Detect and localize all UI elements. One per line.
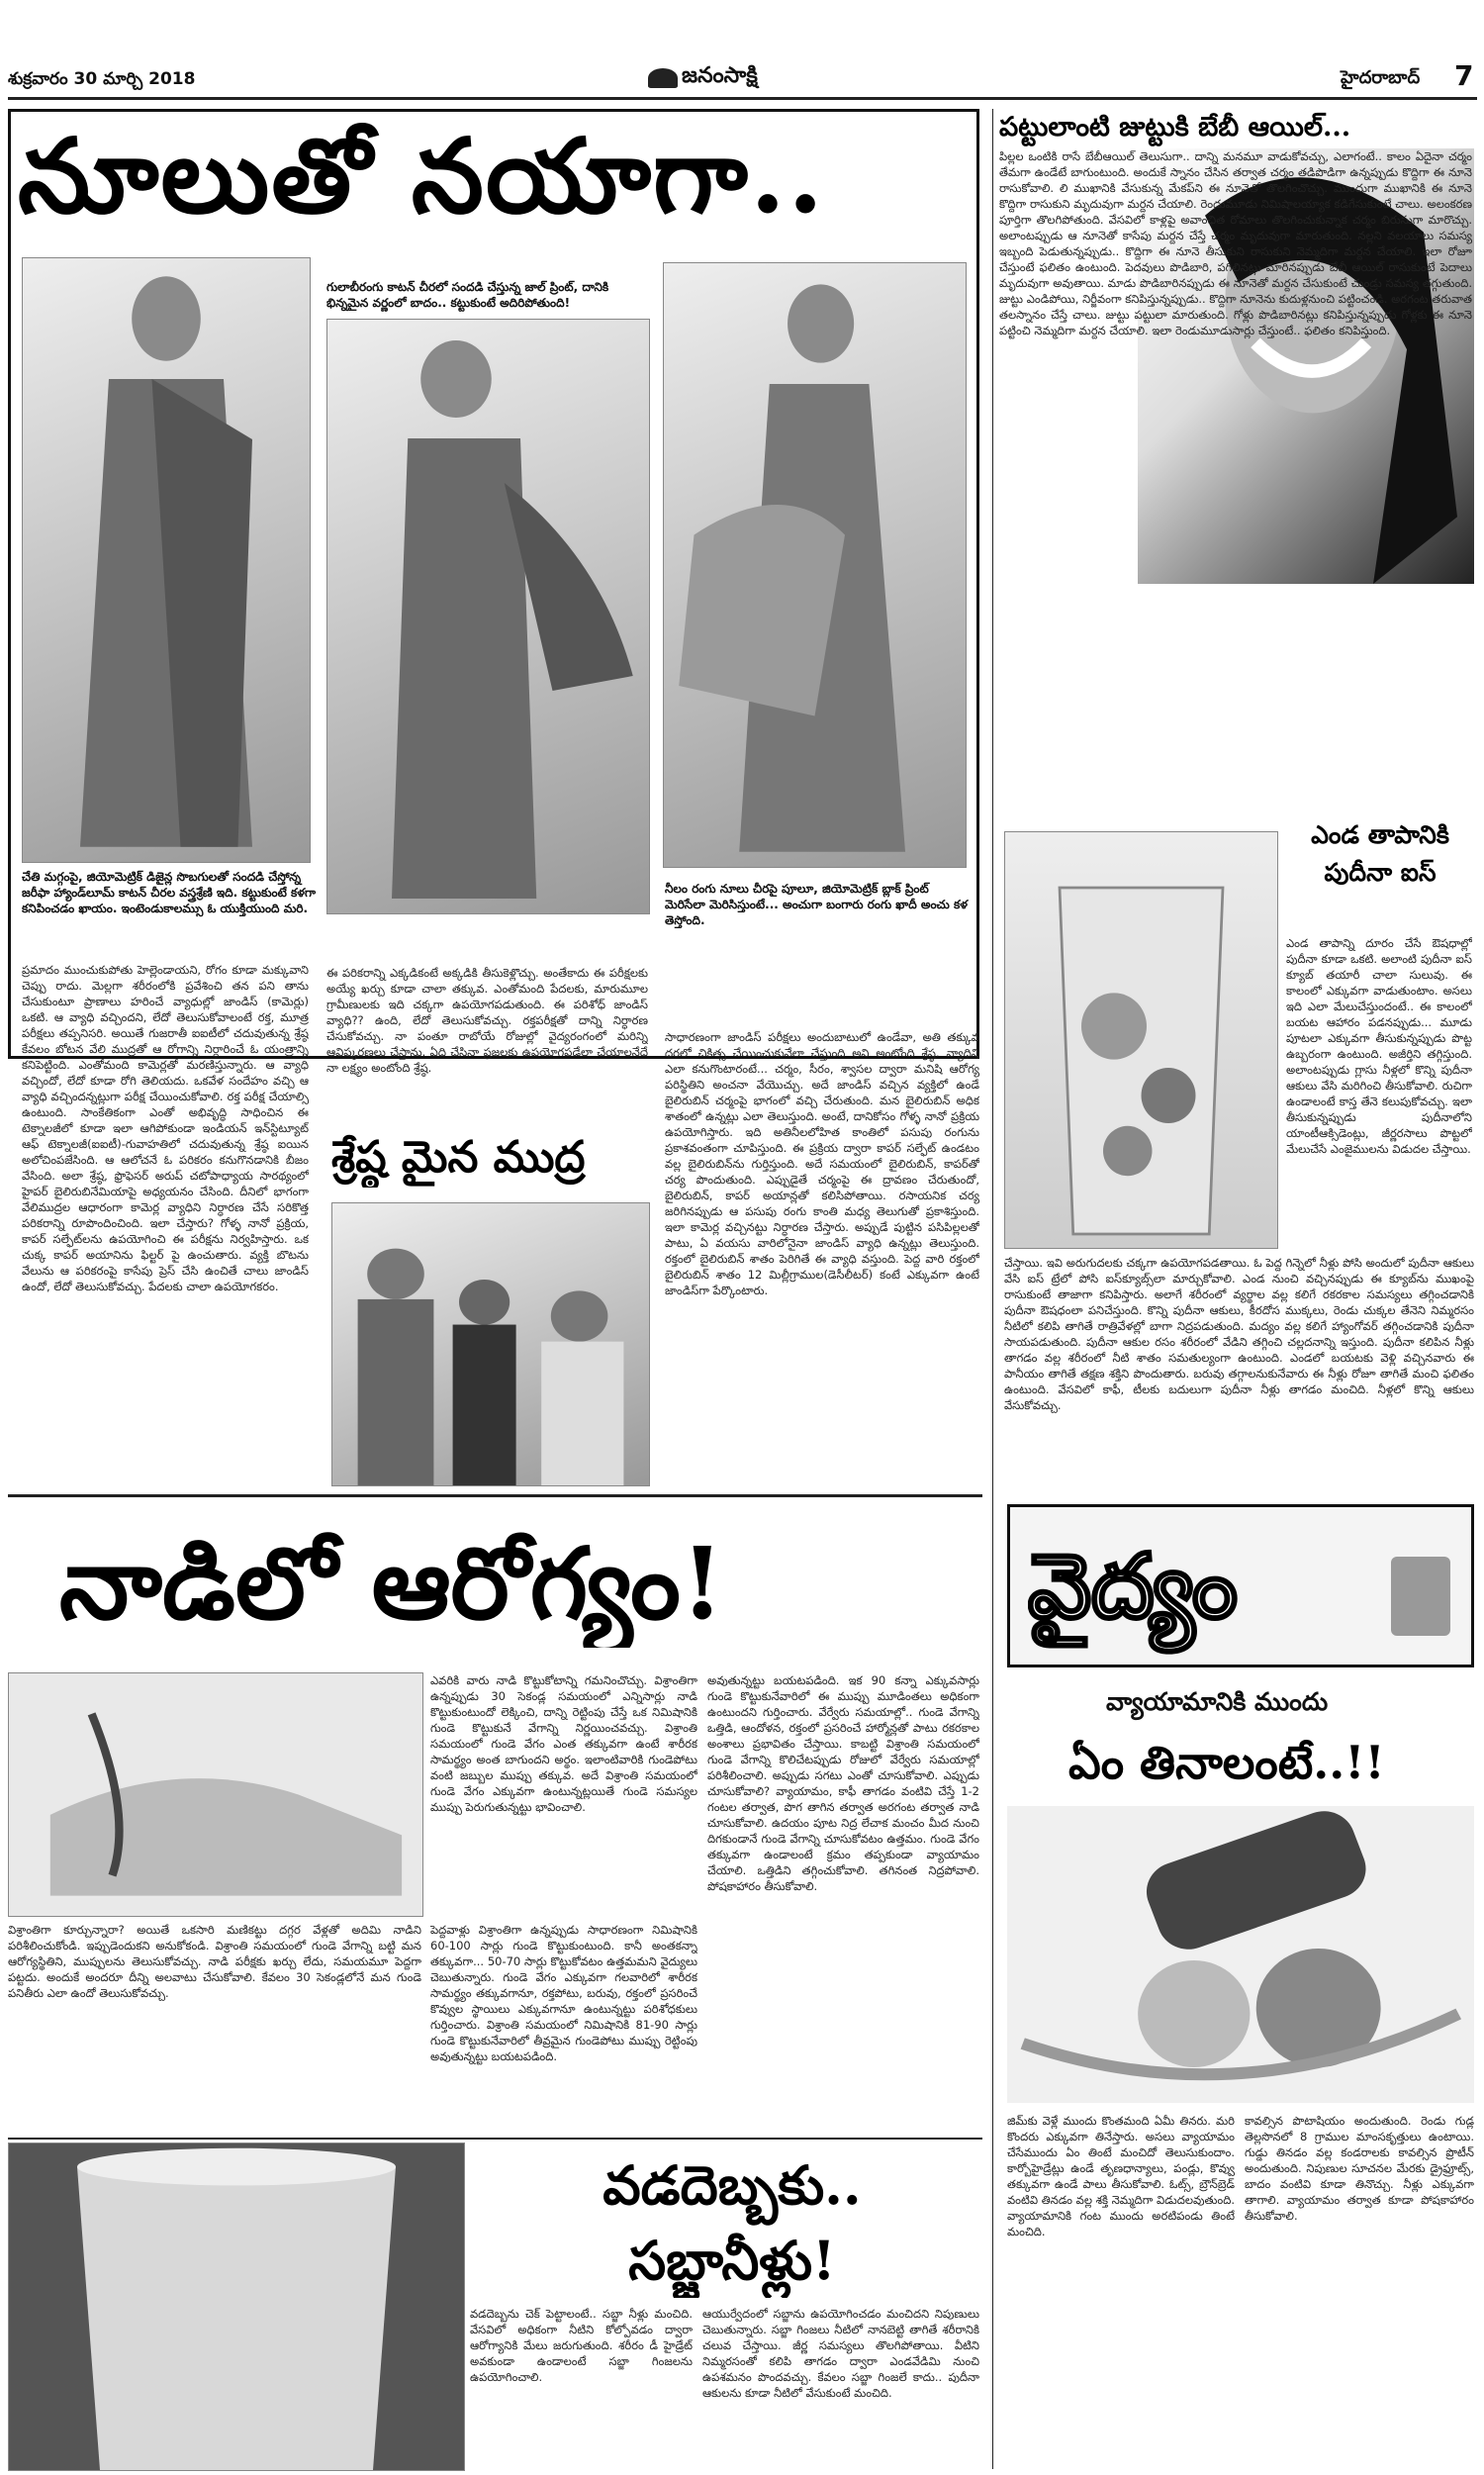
sabja-drink-photo — [8, 2142, 465, 2471]
shreshta-family-photo — [331, 1202, 650, 1486]
vaidyam-body-col2: కావల్సిన పొటాషియం అందుతుంది. రెండు గుడ్ల తెల్లసొనలో 8 గ్రాముల మాంసకృత్తులు ఉంటాయి. గుడ్డు తినడం వల్ల కండరాలకు కావల్సిన ప్రొటీన్ అందుతుంది. నిపుణుల సూచనల మేరకు డ్రైఫ్రూట్స్, బాదం వంటివి కూడా తినొచ్చు. నీళ్లు ఎక్కువగా తాగాలి. వ్యాయామం తర్వాత కూడా పోషకాహారం తీసుకోవాలి. — [1245, 2114, 1474, 2223]
nadi-body-col3: అవుతున్నట్టు బయటపడింది. ఇక 90 కన్నా ఎక్కువసార్లు గుండె కొట్టుకునేవారిలో ఈ ముప్పు మూడింతలు అధికంగా ఉంటుందని గుర్తించారు. వేర్వేరు సమయాల్లో.. గుండె వేగాన్ని ఒత్తిడి, ఆందోళన, రక్తంలో ప్రసరించే హార్మోన్లతో పాటు రకరకాల అంశాలు ప్రభావితం చేస్తాయి. కాబట్టి విశ్రాంతి సమయంలో గుండె వేగాన్ని కొలిచేటప్పుడు రోజులో వేర్వేరు సమయాల్లో పరిశీలించాలి. అప్పుడు సగటు ఎంతో చూసుకోవాలి. ఎప్పుడు చూసుకోవాలి? వ్యాయామం, కాఫీ తాగడం వంటివి చేస్తే 1-2 గంటల తర్వాత, పొగ తాగిన తర్వాత అరగంట తర్వాత నాడి చూసుకోవాలి. ఉదయం పూట నిద్ర లేచాక మంచం మీద నుంచి దిగకుండానే గుండె వేగాన్ని చూసుకోవటం ఉత్తమం. గుండె వేగం తక్కువగా ఉండాలంటే క్రమం తప్పకుండా వ్యాయామం చేయాలి. ఒత్తిడిని తగ్గించుకోవాలి. తగినంత నిద్రపోవాలి. పోషకాహారం తీసుకోవాలి. — [707, 1673, 979, 1893]
saree-body-col1-text: ప్రమాదం ముంచుకుపోతు హెల్లెండాయని, రోగం కూడా మక్కువాని చెప్పు రాదు. మెల్లగా శరీరంలోకి ప్రవేశించి తన పని తాను చేసుకుంటూ ప్రాణాలు హరించే వ్యాధుల్లో జాండిస్ (కామెర్లు) ఒకటి. ఆ వ్యాధి వచ్చిందని, లేదో తెలుసుకోవాలంటే రక్త, మూత్ర పరీక్షలు తప్పనిసరి. అయితే గుజరాతీ ఐఐటీలో చదువుతున్న శ్రేష్ఠ కేవలం బోటన వేలి ముద్రతో ఆ రోగాన్ని నిర్ధారించే ఓ యంత్రాన్ని కనిపెట్టింది. ఎంతోమంది కామెర్లతో మరణిస్తున్నారు. ఆ వ్యాధి వచ్చిందో, లేదో కూడా రోగి తెలియదు. ఒకవేళ సందేహం వచ్చి ఆ వ్యాధి వచ్చిందన్నట్లుగా పరీక్ష చేయించుకోవాలి. రక్త పరీక్ష చేయాల్సి ఉంటుంది. సాంకేతికంగా ఎంతో అభివృద్ధి సాధించిన ఈ టెక్నాలజీలో కూడా ఇలా ఆగిపోకుండా ఇండియన్ ఇన్‌స్టిట్యూట్ ఆఫ్ టెక్నాలజీ(ఐఐటీ)-గువాహతిలో చదువుతున్న శ్రేష్ఠ ఐయిన అలోచింపజేసింది. ఆ ఆలోచనే ఓ పరికరం కనుగొనడానికి బీజం వేసింది. అలా శ్రేష్ఠ, ఫ్రొఫెసర్ అరుప్ చటోపాధ్యాయ సారథ్యంలో హైపర్ బైలిరుబినేమియాపై అధ్యయనం చేసింది. దీనిలో భాగంగా వేలిముద్రల ఆధారంగా కామెర్ల వ్యాధిని నిర్ధారణ చేసే సరికొత్త పరికరాన్ని రూపొందించింది. — [22, 963, 309, 1230]
saree-model-photo-2 — [326, 319, 650, 914]
masthead-city: హైదరాబాద్ — [1341, 67, 1421, 88]
nadi-pulse-photo — [8, 1672, 423, 1917]
babyoil-body-mask — [1138, 148, 1474, 584]
vaidyam-kicker: వ్యాయామానికి ముందు — [1106, 1687, 1329, 1716]
vaidyam-headline: ఏం తినాలంటే..!! — [1068, 1736, 1385, 1789]
page-number: 7 — [1454, 59, 1474, 92]
vaidyam-dumbbell-photo — [1007, 1806, 1474, 2103]
mint-body-col1: ఎండ తాపాన్ని దూరం చేసే ఔషధాల్లో పుదీనా కూడా ఒకటి. అలాంటి పుదీనా ఐస్ క్యూబ్ తయారీ చాలా సులువు. ఈ కాలంలో ఎక్కువగా వాడుతుంటాం. అసలు ఇది ఎలా మేలుచేస్తుందంటే.. ఈ కాలంలో బయట ఆహారం పడనప్పుడు... మూడు పూటలా ఎక్కువగా తీసుకున్నప్పుడు పొట్ట ఉబ్బరంగా ఉంటుంది. అజీర్తిని తగ్గిస్తుంది. అలాంటప్పుడు గ్లాసు నీళ్లలో కొన్ని పుదీనా ఆకులు వేసి మరిగించి తీసుకోవాలి. రుచిగా ఉండాలంటే కాస్త తేనె కలుపుకోవచ్చు. ఇలా తీసుకున్నప్పుడు పుదీనాలోని యాంటీఆక్సిడెంట్లు, జీర్ణరసాలు పొట్టలో మేలుచేసే ఎంజైములను విడుదల చేస్తాయి. — [1286, 936, 1472, 1156]
saree-caption-right: నీలం రంగు నూలు చీరపై పూలూ, జియోమెట్రిక్ బ్లాక్ ప్రింట్ మెరిసేలా మెరిసిస్తుంటే... అంచుగా బంగారు రంగు ఖాదీ అంచు కళ తెస్తోంది. — [665, 882, 968, 927]
column-rule-right — [992, 109, 993, 2469]
saree-model-photo-3 — [663, 262, 967, 868]
nadi-headline: నాడిలో ఆరోగ్యం! — [59, 1525, 724, 1642]
masthead-logo — [648, 63, 758, 93]
saree-model-photo-1 — [22, 257, 311, 863]
shreshta-headline: శ్రేష్ఠ మైన ముద్ర — [331, 1132, 586, 1183]
saree-caption-top: గులాబీరంగు కాటన్ చీరలో సందడి చేస్తున్న జాల్ ప్రింట్, దానికి భిన్నమైన వర్ణంలో బాదం.. కట్టుకుంటే అదిరిపోతుంది! — [326, 280, 609, 310]
masthead-rule — [8, 97, 1477, 100]
saree-caption-left: చేతి మగ్గంపై, జియోమెట్రిక్ డిజైన్ల సొబగులతో సందడి చేస్తోన్న జరీఫా హ్యాండ్‌లూమ్ కాటన్ చీరల వస్త్రశ్రేణి ఇది. కట్టుకుంటే కళగా కనిపించడం ఖాయం. ఇంటెండుకాలమ్సు ఓ యుక్తియుంది మరి. — [22, 870, 317, 915]
mint-headline: ఎండ తాపానికి పుదీనా ఐస్ — [1311, 820, 1449, 887]
vadadebba-body-col1: వడదెబ్బను చెక్ పెట్టాలంటే.. సబ్జా నీళ్లు మంచిది. వేసవిలో అధికంగా నీటిని కోల్పోవడం ద్వారా ఆరోగ్యానికి మేలు జరుగుతుంది. శరీరం డీ హైడ్రేట్ అవకుండా ఉండాలంటే సబ్జా గింజలను ఉపయోగించాలి. — [470, 2307, 693, 2384]
vaidyam-logo: వైద్యం — [1028, 1534, 1238, 1639]
saree-headline: నూలుతో నయాగా.. — [18, 117, 826, 236]
masthead-date: శుక్రవారం 30 మార్చి 2018 — [8, 69, 196, 89]
vadadebba-headline: వడదెబ్బకు.. సబ్జానీళ్లు! — [603, 2153, 862, 2292]
nadi-body-col2: పెద్దవాళ్లు విశ్రాంతిగా ఉన్నప్పుడు సాధారణంగా నిమిషానికి 60-100 సార్లు గుండె కొట్టుకుంటుంది. కానీ అంతకన్నా తక్కువగా... 50-70 సార్లు కొట్టుకోవటం ఉత్తమమని వైద్యులు చెబుతున్నారు. గుండె వేగం ఎక్కువగా గలవారిలో శారీరక సామర్థ్యం తక్కువగానూ, రక్తపోటు, బరువు, రక్తంలో ప్రసరించే కొవ్వుల స్థాయిలు ఎక్కువగానూ ఉంటున్నట్టు పరిశోధకులు గుర్తించారు. విశ్రాంతి సమయంలో నిమిషానికి 81-90 సార్లు గుండె కొట్టుకునేవారిలో తీవ్రమైన గుండెపోటు ముప్పు రెట్టింపు అవుతున్నట్టు బయటపడింది. — [430, 1923, 697, 2063]
vaidyam-body-col1: జిమ్‌కు వెళ్లే ముందు కొంతమంది ఏమీ తినరు. మరి కొందరు ఎక్కువగా తినేస్తారు. అసలు వ్యాయామం చేసేముందు ఏం తింటే మంచిదో తెలుసుకుందాం. కార్బోహైడ్రేట్లు ఉండే తృణధాన్యాలు, పండ్లు, కొవ్వు తక్కువగా ఉండే పాలు తీసుకోవాలి. ఓట్స్, బ్రౌన్‌బ్రెడ్ వంటివి తినడం వల్ల శక్తి నెమ్మదిగా విడుదలవుతుంది. వ్యాయామానికి గంట ముందు అరటిపండు తింటే మంచిది. — [1007, 2114, 1235, 2238]
mint-body-col2: చేస్తాయి. ఇవి అరుగుదలకు చక్కగా ఉపయోగపడతాయి. ఓ పెద్ద గిన్నెలో నీళ్లు పోసి అందులో పుదీనా ఆకులు వేసి ఐస్ ట్రేలో పోసి ఐస్‌క్యూబ్స్‌లా మార్చుకోవాలి. ఎండ నుంచి వచ్చినప్పుడు ఈ క్యూబ్‌ను ముఖంపై రాసుకుంటే తాజాగా కనిపిస్తారు. అలాగే శరీరంలో వ్యర్థాల వల్ల కలిగే రకరకాల సమస్యలు తగ్గించడానికి పుదీనా ఔషధంలా పనిచేస్తుంది. కొన్ని పుదీనా ఆకులు, కీరదోస ముక్కలు, రెండు చుక్కల తేనెని నిమ్మరసం నీటిలో కలిపి తాగితే రాత్రివేళల్లో బాగా నిద్రపడుతుంది. మద్యం వల్ల కలిగే హ్యాంగోవర్ తగ్గించడానికి పుదీనా సాయపడుతుంది. పుదీనా ఆకుల రసం శరీరంలో వేడిని తగ్గించి చల్లదనాన్ని ఇస్తుంది. పుదీనా కలిపిన నీళ్లు తాగడం వల్ల శరీరంలో నీటి శాతం సమతుల్యంగా ఉంటుంది. ఎండలో బయటకు వెళ్లి వచ్చినవారు ఈ పానీయం తాగితే తక్షణ శక్తిని పొందుతారు. బరువు తగ్గాలనుకునేవారు ఈ నీళ్లు రోజూ తాగితే మంచి ఫలితం ఉంటుంది. వేసవిలో కాఫీ, టీలకు బదులుగా పుదీనా నీళ్లు తాగడం మంచిది. నీళ్లలో కొన్ని ఆకులు వేసుకోవచ్చు. — [1004, 1256, 1474, 1412]
saree-body-col3: సాధారణంగా జాండిస్ పరీక్షలు అందుబాటులో ఉండేవా, అతి తక్కువ ధరలో చికిత్స చేయించుకునేలా చేస్తుంది అని అంటోంది శ్రేష్ఠ. వ్యాధిని ఎలా కనుగొంటారంటే... చర్మం, సీరం, శ్వాసల ద్వారా మనిషి ఆరోగ్య పరిస్థితిని అంచనా వేయొచ్చు. అదే జాండిస్ వచ్చిన వ్యక్తిలో ఉండే బైలిరుబిన్ చర్మంపై భాగంలో వచ్చి చేరుతుంది. మన బైలిరుబిన్ అధిక శాతంలో ఉన్నట్లు ఎలా తెలుస్తుంది. అంటే, దానికోసం గోళ్ళ నానో ప్రక్రియ ఉపయోగిస్తారు. ఇది అతినీలలోహిత కాంతిలో పసుపు రంగును ప్రకాశవంతంగా చూపిస్తుంది. ఈ ప్రక్రియ ద్వారా కాపర్ సల్ఫేట్ ఉండటం వల్ల బైలిరుబిన్‌ను గుర్తిస్తుంది. అదే సమయంలో బైలిరుబిన్, కాపర్‌తో చర్య పొందుతుంది. ఎప్పుడైతే చర్మంపై ఈ ద్రావణం చేరుతుందో, బైలిరుబిన్, కాపర్ అయాన్లతో కలిసిపోతాయి. రసాయనిక చర్య జరిగినప్పుడు ఆ పసుపు రంగు కాంతి మధ్య తెలుగుతో ప్రకాశిస్తుంది. ఇలా కామెర్ల వచ్చినట్టు నిర్ధారణ చేస్తారు. అప్పుడే పుట్టిన పసిపిల్లలతో పాటు, ఏ వయసు వారిలోనైనా జాండిస్ వ్యాధి ఉన్నట్లు తెలుస్తుంది. రక్తంలో బైలిరుబిన్ శాతం పెరిగితే ఈ వ్యాధి వస్తుంది. పెద్ద వారి రక్తంలో బైలిరుబిన్ శాతం 12 మిల్లీగ్రాముల(డెసీలీటర్) కంటే ఎక్కువగా ఉంటే జాండిస్‌గా పేర్కొంటారు. — [665, 1030, 979, 1297]
vadadebba-body-col2: ఆయుర్వేదంలో సబ్జాను ఉపయోగించడం మంచిదని నిపుణులు చెబుతున్నారు. సబ్జా గింజలు నీటిలో నానబెట్టి తాగితే శరీరానికి చలువ చేస్తాయి. జీర్ణ సమస్యలు తొలగిపోతాయి. వీటిని నిమ్మరసంతో కలిపి తాగడం ద్వారా ఎండవేడిమి నుంచి ఉపశమనం పొందవచ్చు. కేవలం సబ్జా గింజలే కాదు.. పుదీనా ఆకులను కూడా నీటిలో వేసుకుంటే మంచిది. — [702, 2307, 979, 2400]
logo-text: జనంసాక్షి — [682, 63, 758, 88]
logo-emblem-icon — [648, 68, 678, 88]
vaidyam-logo-box — [1007, 1504, 1474, 1667]
saree-body-col1b-text: ఇలా చేస్తారు? గోళ్ళ నానో ప్రక్రియ, కాపర్ సల్ఫేట్‌లను ఉపయోగించి ఈ పరీక్షను నిర్వహిస్తారు. ఒక చుక్క కాపర్ అయానిను ఫిల్టర్ పై ఉంచుతారు. వ్యక్తి బొటను వేలును ఆ పరికరంపై కాసేపు ప్రెస్ చేసి ఉంచితే చాలు జాండిస్ ఉందో, లేదో తెలుసుకోవచ్చు. పేదలకు చాలా ఉపయోగకరం. — [22, 1216, 309, 1293]
saree-body-col2: ఈ పరికరాన్ని ఎక్కడికంటే అక్కడికి తీసుకెళ్లొచ్చు. అంతేకాదు ఈ పరీక్షలకు అయ్యే ఖర్చు కూడా చాలా తక్కువ. ఎంతోమంది పేదలకు, మారుమూల గ్రామీణులకు ఇది చక్కగా ఉపయోగపడుతుంది. ఈ పరిశోధ్ జాండిస్ వ్యాధి?? ఉంది, లేదో తెలుసుకోవచ్చు. రక్తపరీక్షతో దాన్ని నిర్ధారణ చేసుకోవచ్చు. నా పంతూ రాబోయే రోజుల్లో వైద్యరంగంలో మరిన్ని ఆవిష్కరణలు చేస్తాను. ఏది చేసినా ప్రజలకు ఉపయోగపడేలా చేయాలనేదే నా లక్ష్యం అంటోంది శ్రేష్ఠ. — [326, 966, 648, 1075]
babyoil-body: పిల్లల ఒంటికి రాసే బేబీఆయిల్ తెలుసుగా.. దాన్ని మనమూ వాడుకోవచ్చు, ఎలాగంటే.. కాలం ఏదైనా చర్మం తేమగా ఉండేటే బాగుంటుంది. అందుకే స్నానం చేసిన తర్వాత చర్మం తడిపొడిగా ఉన్నప్పుడు కొద్దిగా ఈ నూనె రాసుకోవాలి. లి ముఖానికి వేసుకున్న మేకప్‌ని ఈ నూనెతో తొలగించొచ్చు. ముందుగా ముఖానికి ఈ నూనె కొద్దిగా రాసుకుని మృదువుగా మర్దన చేయాలి. రెండుమూడు నిమిషాలయ్యాక కడిగేసుకుంటే చాలు. అలంకరణ పూర్తిగా తొలగిపోతుంది. వేసవిలో కాళ్లపై అవాంఛిత రోమాలు తొలగించుకున్నాక చర్మం బిరుసుగా మారొచ్చు. అలాంటప్పుడు ఆ నూనెతో కాసేపు మర్దన చేస్తే చర్మం మృదువుగా మారుతుంది. నల్లని వలయాలు సమస్య ఇబ్బంది పెడుతున్నప్పుడు.. కొద్దిగా ఈ నూనె తీసుకుని రాసుకుని నెమ్మదిగా మర్దన చేయాలి. ఇలా రోజూ చేస్తుంటే ఫలితం ఉంటుంది. పెదవులు పొడిబారి, పగిలినట్లు మారినప్పుడు బేబీ ఆయిల్ రాసుకుంటే పెదాలు మృదువుగా అవుతాయి. మాడు పొడిబారినప్పుడు ఈ నూనెతో మర్దన చేసుకుంటే చుండ్రు సమస్య తగ్గుతుంది. జుట్టు ఎండిపోయి, నిర్జీవంగా కనిపిస్తున్నప్పుడు.. కొద్దిగా నూనెను కుదుళ్లనుంచి పట్టించండి. అరగంట తరువాత తలస్నానం చేస్తే చాలు. జుట్టు పట్టులా మారుతుంది. గోళ్లు పొడిబారినట్లు కనిపిస్తున్నప్పుడు గోళ్లకు ఈ నూనె పట్టించి నెమ్మదిగా మర్దన చేయాలి. ఇలా రెండుమూడుసార్లు చేస్తుంటే.. ఫలితం కనిపిస్తుంది. — [999, 149, 1472, 337]
medicine-bottle-icon — [1391, 1557, 1450, 1636]
mint-ice-glass-photo — [1004, 831, 1278, 1249]
nadi-body-col1: ఎవరికి వారు నాడి కొట్టుకోటాన్ని గమనించొచ్చు. విశ్రాంతిగా ఉన్నప్పుడు 30 సెకండ్ల సమయంలో ఎన్నిసార్లు నాడి కొట్టుకుంటుందో లెక్కించి, దాన్ని రెట్టింపు చేస్తే ఒక నిమిషానికి గుండె కొట్టుకునే వేగాన్ని నిర్ణయించవచ్చు. విశ్రాంతి సమయంలో గుండె వేగం ఎంత తక్కువగా ఉంటే శారీరక సామర్థ్యం అంత బాగుందని అర్థం. ఇలాంటివారికి గుండెపోటు వంటి జబ్బుల ముప్పు తక్కువ. అదే విశ్రాంతి సమయంలో గుండె వేగం ఎక్కువగా ఉంటున్నట్లయితే గుండె సమస్యల ముప్పు పెరుగుతున్నట్టు భావించాలి. — [430, 1673, 697, 1814]
saree-body-col1 — [22, 962, 309, 1486]
nadi-body-col1b: విశ్రాంతిగా కూర్చున్నారా? అయితే ఒకసారి మణికట్టు దగ్గర వేళ్లతో అదిమి నాడిని పరిశీలించుకోండి. ఇప్పుడెందుకని అనుకోకండి. విశ్రాంతి సమయంలో గుండె వేగాన్ని బట్టి మన ఆరోగ్యస్థితిని, ముప్పులను తెలుసుకోవచ్చు. నాడి పరీక్షకు ఖర్చు లేదు, సమయమూ పెద్దగా పట్టదు. అందుకే అందరూ దీన్ని అలవాటు చేసుకోవాలి. కేవలం 30 సెకండ్లలోనే మన గుండె పనితీరు ఎలా ఉందో తెలుసుకోవచ్చు. — [8, 1923, 421, 2000]
section-rule-left — [8, 1494, 982, 1497]
babyoil-headline: పట్టులాంటి జుట్టుకి బేబీ ఆయిల్... — [999, 112, 1351, 143]
section-rule-nadi — [8, 2138, 982, 2140]
